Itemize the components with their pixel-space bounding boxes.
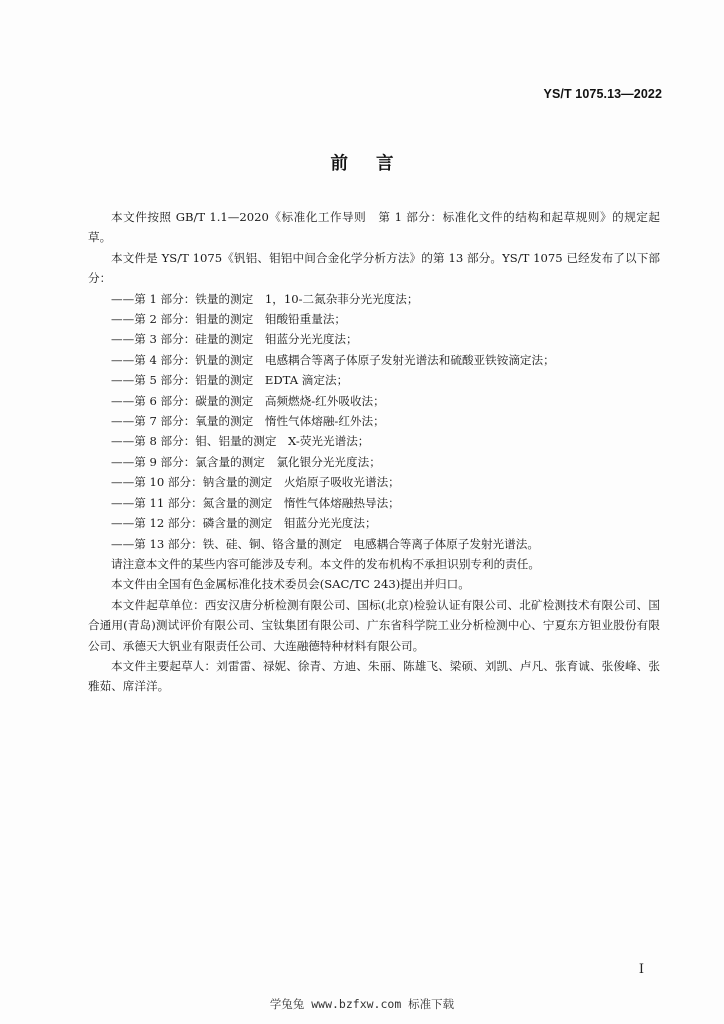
- list-item: ——第 4 部分：钒量的测定 电感耦合等离子体原子发射光谱法和硫酸亚铁铵滴定法；: [111, 352, 555, 367]
- parts-list: [88, 289, 660, 554]
- list-item: ——第 6 部分：碳量的测定 高频燃烧-红外吸收法；: [111, 393, 385, 408]
- paragraph-drafting-units: 本文件起草单位：西安汉唐分析检测有限公司、国标(北京)检验认证有限公司、北矿检测技术有限公司、国合通用(青岛)测试评价有限公司、宝钛集团有限公司、广东省科学院工业分析检测中心、宁夏东方钽业股份有限公司、承德天大钒业有限责任公司、大连融德特种材料有限公司。: [88, 597, 660, 653]
- list-item: ——第 13 部分：铁、硅、铜、铬含量的测定 电感耦合等离子体原子发射光谱法。: [111, 536, 539, 551]
- list-item: ——第 8 部分：钼、铝量的测定 X-荧光光谱法；: [111, 434, 370, 449]
- list-item: ——第 10 部分：钠含量的测定 火焰原子吸收光谱法；: [111, 475, 400, 490]
- list-item: ——第 3 部分：硅量的测定 钼蓝分光光度法；: [111, 332, 358, 347]
- page-title: 前言: [330, 154, 422, 174]
- foreword-body: [88, 207, 660, 697]
- page-number: I: [638, 962, 644, 977]
- list-item: ——第 11 部分：氮含量的测定 惰性气体熔融热导法；: [111, 495, 400, 510]
- list-item: ——第 12 部分：磷含量的测定 钼蓝分光光度法；: [111, 516, 377, 531]
- list-item: ——第 9 部分：氯含量的测定 氯化银分光光度法；: [111, 454, 381, 469]
- list-item: ——第 1 部分：铁量的测定 1，10-二氮杂菲分光光度法；: [111, 291, 419, 306]
- paragraph-drafters: 本文件主要起草人：刘雷雷、禄妮、徐青、方迪、朱丽、陈雄飞、梁硕、刘凯、卢凡、张育诚、张俊峰、张雅茹、席洋洋。: [88, 658, 660, 694]
- paragraph-series-intro: 本文件是 YS/T 1075《钒铝、钼铝中间合金化学分析方法》的第 13 部分。YS/T 1075 已经发布了以下部分：: [88, 250, 660, 286]
- paragraph-proposer: 本文件由全国有色金属标准化技术委员会(SAC/TC 243)提出并归口。: [111, 577, 470, 592]
- footer-watermark: 学兔兔 www.bzfxw.com 标准下载: [269, 997, 455, 1011]
- paragraph-drafting-rules: 本文件按照 GB/T 1.1—2020《标准化工作导则 第 1 部分：标准化文件的结构和起草规则》的规定起草。: [88, 210, 660, 245]
- list-item: ——第 2 部分：钼量的测定 钼酸铅重量法；: [111, 312, 347, 327]
- standard-number: YS/T 1075.13—2022: [543, 87, 662, 101]
- paragraph-patent-notice: 请注意本文件的某些内容可能涉及专利。本文件的发布机构不承担识别专利的责任。: [111, 556, 540, 571]
- list-item: ——第 5 部分：铝量的测定 EDTA 滴定法；: [111, 373, 349, 388]
- list-item: ——第 7 部分：氧量的测定 惰性气体熔融-红外法；: [111, 414, 385, 429]
